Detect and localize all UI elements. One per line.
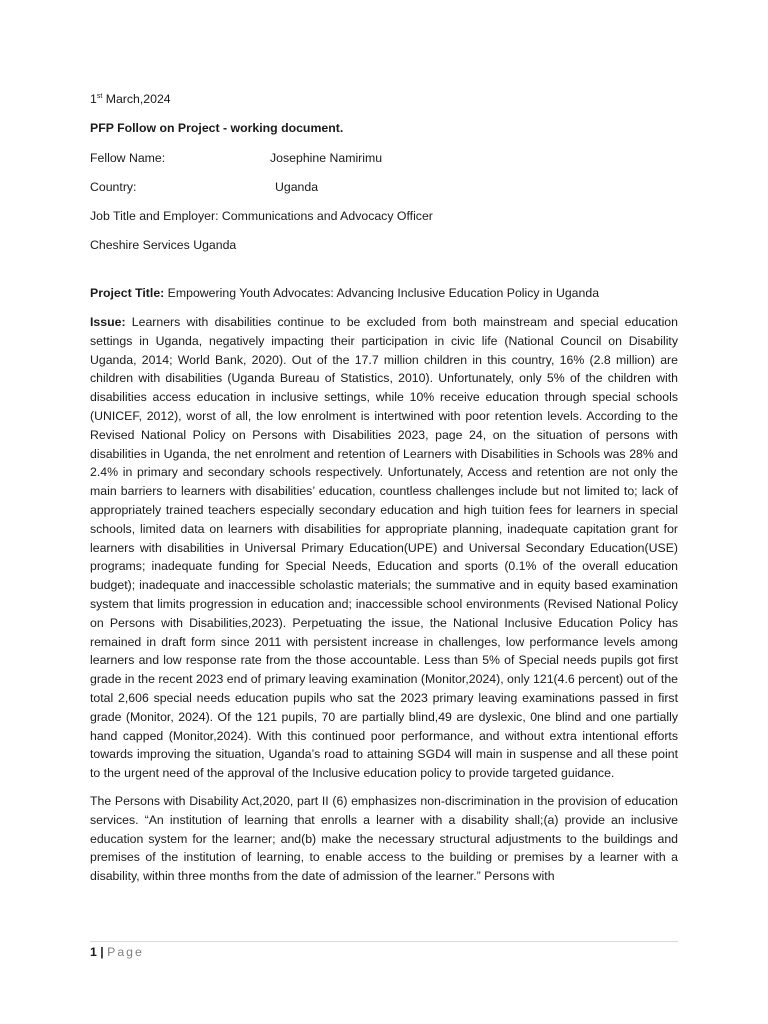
fellow-name-row — [90, 149, 678, 168]
document-title: PFP Follow on Project - working document. — [90, 121, 344, 136]
employer-line: Cheshire Services Uganda — [90, 238, 237, 253]
job-title-line: Job Title and Employer: Communications and Advocacy Officer — [90, 209, 433, 224]
date-suffix: st — [96, 93, 103, 100]
country-label: Country: — [90, 179, 137, 194]
page-number: 1 — [90, 945, 97, 959]
fellow-name-label: Fellow Name: — [90, 150, 166, 165]
project-title-value: Empowering Youth Advocates: Advancing Inclusive Education Policy in Uganda — [164, 285, 600, 300]
fellow-name-value: Josephine Namirimu — [270, 150, 383, 165]
date-month-year: March,2024 — [102, 92, 171, 106]
page-footer — [90, 941, 678, 961]
spacer — [90, 266, 678, 284]
footer-separator: | — [96, 945, 108, 959]
issue-text: Learners with disabilities continue to be excluded from both mainstream and special education settings in Uganda, negatively impacting their participation in civic life (National Council on Disability Uganda, 2014; World Bank, 2020). Out of the 17.7 million children in this country, 16% (2.8 million) are children with disabilities (Uganda Bureau of Statistics, 2010). Unfortunately, only 5% of the children with disabilities access education in inclusive settings, while 10% receive education through special schools (UNICEF, 2012), worst of all, the low enrolment is intertwined with poor retention levels. According to the Revised National Policy on Persons with Disabilities 2023, page 24, on the situation of persons with disabilities in Uganda, the net enrolment and retention of Learners with Disabilities in Schools was 28% and 2.4% in primary and secondary schools respectively. Unfortunately, Access and retention are not only the main barriers to learners with disabilities’ education, countless challenges include but not limited to; lack of appropriately trained teachers especially secondary education and high tuition fees for learners in special schools, limited data on learners with disabilities for appropriate planning, inadequate capitation grant for learners with disabilities in Universal Primary Education(UPE) and Universal Secondary Education(USE) programs; inadequate funding for Special Needs, Education and sports (0.1% of the overall education budget); inadequate and inaccessible scholastic materials; the summative and in equity based examination system that limits progression in education and; inaccessible school environments (Revised National Policy on Persons with Disabilities,2023). Perpetuating the issue, the National Inclusive Education Policy has remained in draft form since 2011 with persistent increase in challenges, low performance levels among learners and low response rate from the those accountable. Less than 5% of Special needs pupils got first grade in the recent 2023 end of primary leaving examination (Monitor,2024), only 121(4.6 percent) out of the total 2,606 special needs education pupils who sat the 2023 primary leaving examinations passed in first grade (Monitor, 2024). Of the 121 pupils, 70 are partially blind,49 are dyslexic, 0ne blind and one partially hand capped (Monitor,2024). With this continued poor performance, and without extra intentional efforts towards improving the situation, Uganda’s road to attaining SGD4 will main in suspense and all these point to the urgent need of the approval of the Inclusive education policy to provide targeted guidance. — [90, 315, 678, 781]
project-title-label: Project Title: — [90, 285, 165, 300]
act-paragraph: The Persons with Disability Act,2020, part II (6) emphasizes non-discrimination in the provision of education services. “An institution of learning that enrolls a learner with a disability shall;(a) provide an inclusive education system for the learner; and(b) make the necessary structural adjustments to the buildings and premises of the institution of learning, to enable access to the building or premises by a learner with a disability, within three months from the date of admission of the learner.” Persons with — [90, 794, 678, 884]
document-body — [90, 90, 678, 895]
issue-paragraph — [90, 313, 678, 783]
project-title-line — [90, 284, 678, 303]
issue-label: Issue: — [90, 315, 126, 330]
date-day: 1 — [90, 92, 97, 106]
country-row — [90, 178, 678, 197]
page-label: Page — [107, 945, 144, 959]
country-value: Uganda — [275, 179, 319, 194]
document-date — [90, 90, 678, 109]
